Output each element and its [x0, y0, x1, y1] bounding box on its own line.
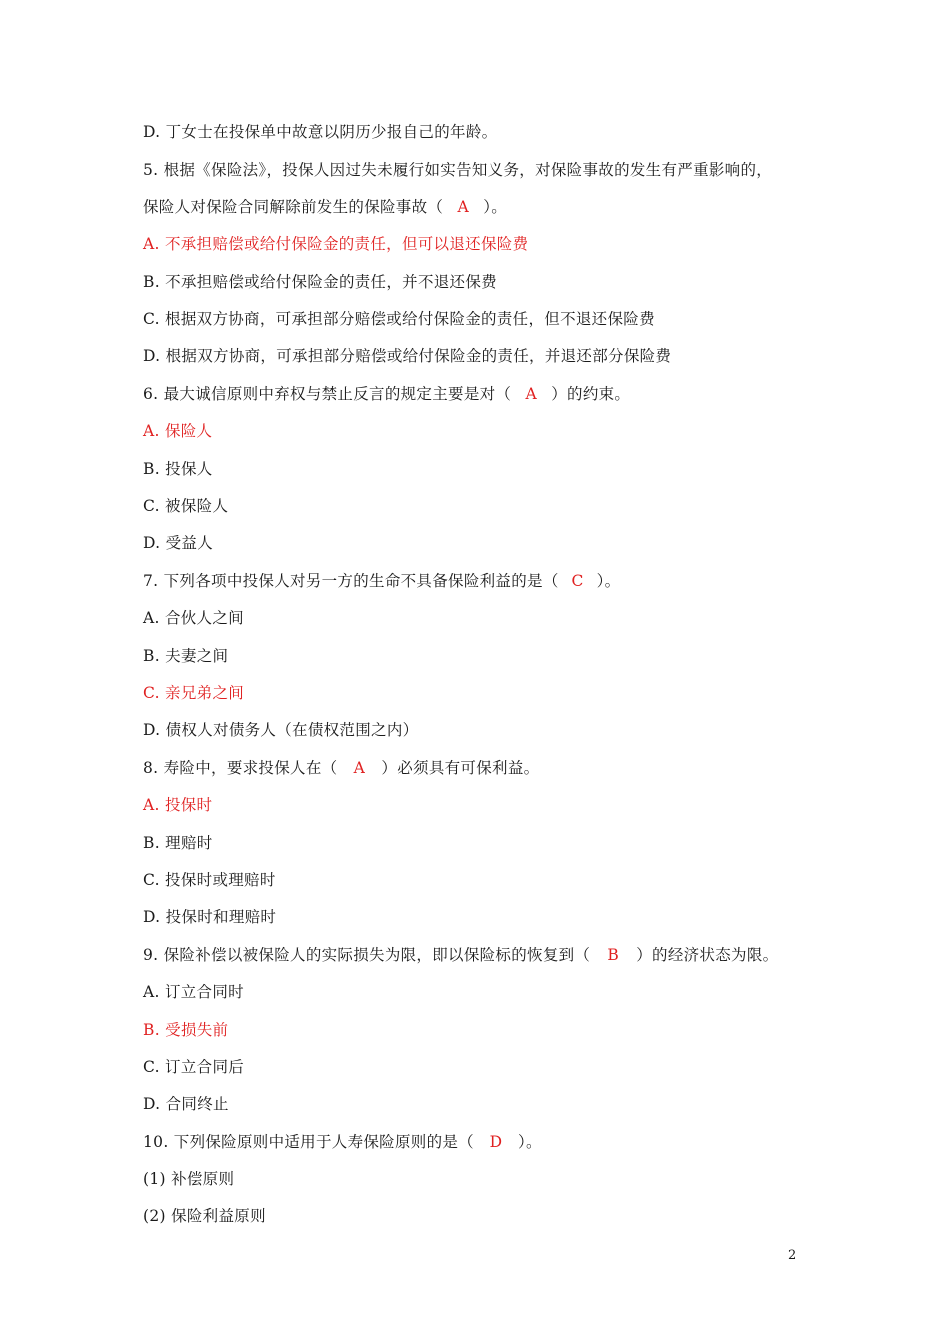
- question-line: [143, 196, 507, 218]
- option-line: D. 根据双方协商，可承担部分赔偿或给付保险金的责任，并退还部分保险费: [143, 347, 672, 365]
- question-line: [143, 944, 778, 966]
- answer-mark: C: [571, 572, 584, 590]
- option-line: C. 订立合同后: [143, 1058, 245, 1076]
- option-line: (2) 保险利益原则: [143, 1207, 266, 1225]
- answer-mark: A: [353, 759, 366, 777]
- option-line: B. 投保人: [143, 460, 213, 478]
- answer-mark: D: [489, 1133, 503, 1151]
- question-line: [143, 570, 620, 592]
- question-text: 6. 最大诚信原则中弃权与禁止反言的规定主要是对（: [143, 385, 512, 403]
- option-line: C. 投保时或理赔时: [143, 871, 276, 889]
- question-line: [143, 1131, 542, 1153]
- answer-mark: B: [607, 946, 620, 964]
- question-text: 7. 下列各项中投保人对另一方的生命不具备保险利益的是（: [143, 572, 559, 590]
- question-text: 10. 下列保险原则中适用于人寿保险原则的是（: [143, 1133, 474, 1151]
- question-text-tail: ）。: [596, 572, 621, 590]
- question-text-tail: ）的经济状态为限。: [636, 946, 779, 964]
- option-line: C. 被保险人: [143, 497, 229, 515]
- page-number: 2: [788, 1248, 797, 1263]
- option-line: B. 理赔时: [143, 834, 213, 852]
- question-text: 8. 寿险中，要求投保人在（: [143, 759, 338, 777]
- option-line-correct: C. 亲兄弟之间: [143, 684, 245, 702]
- option-line: D. 债权人对债务人（在债权范围之内）: [143, 721, 419, 739]
- question-text-tail: ）。: [483, 198, 508, 216]
- question-line: [143, 383, 630, 405]
- option-line-correct: A. 投保时: [143, 796, 213, 814]
- option-line: (1) 补偿原则: [143, 1170, 235, 1188]
- option-line-correct: B. 受损失前: [143, 1021, 229, 1039]
- option-line: A. 订立合同时: [143, 983, 244, 1001]
- option-line: C. 根据双方协商，可承担部分赔偿或给付保险金的责任，但不退还保险费: [143, 310, 655, 328]
- option-line-correct: A. 不承担赔偿或给付保险金的责任，但可以退还保险费: [143, 235, 529, 253]
- option-line: D. 投保时和理赔时: [143, 908, 277, 926]
- question-text-tail: ）必须具有可保利益。: [381, 759, 540, 777]
- option-line: D. 受益人: [143, 534, 214, 552]
- option-line-correct: A. 保险人: [143, 422, 213, 440]
- option-line: A. 合伙人之间: [143, 609, 244, 627]
- question-text: 9. 保险补偿以被保险人的实际损失为限，即以保险标的恢复到（: [143, 946, 591, 964]
- question-line: 5. 根据《保险法》，投保人因过失未履行如实告知义务，对保险事故的发生有严重影响的，: [143, 161, 773, 179]
- question-text-tail: ）的约束。: [551, 385, 631, 403]
- question-text-tail: ）。: [517, 1133, 542, 1151]
- option-line: B. 夫妻之间: [143, 647, 229, 665]
- option-line: B. 不承担赔偿或给付保险金的责任，并不退还保费: [143, 273, 497, 291]
- answer-mark: A: [457, 198, 469, 216]
- question-line: [143, 757, 539, 779]
- question-text: 保险人对保险合同解除前发生的保险事故（: [143, 198, 444, 216]
- answer-mark: A: [525, 385, 537, 403]
- option-line: D. 丁女士在投保单中故意以阴历少报自己的年龄。: [143, 123, 498, 141]
- option-line: D. 合同终止: [143, 1095, 229, 1113]
